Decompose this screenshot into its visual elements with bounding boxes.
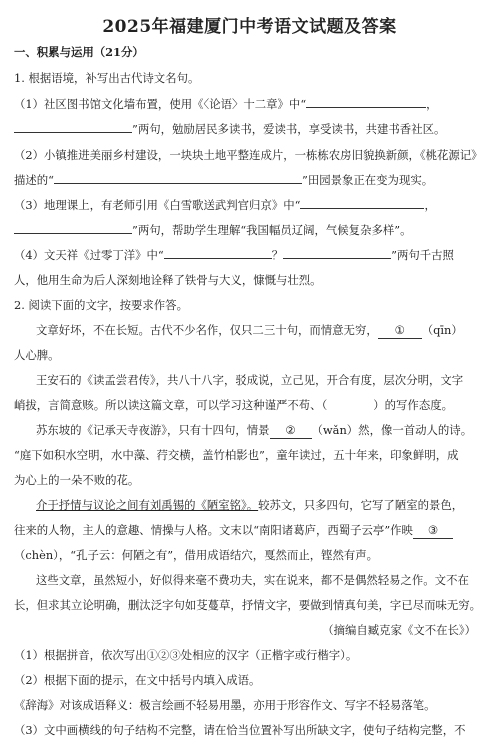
answer-blank[interactable] <box>283 247 391 259</box>
para2-text-c: ）的写作态度。 <box>373 398 453 412</box>
section-heading: 一、积累与运用（21分） <box>14 45 144 59</box>
blank-mark-3[interactable]: ③ <box>413 522 453 539</box>
passage-source: （摘编自臧克家《文不在长》） <box>322 623 476 637</box>
q1-item3-text-a: （3）地理课上，有老师引用《白雪歌送武判官归京》中“ <box>14 198 301 212</box>
passage-para3-line1 <box>36 422 486 439</box>
blank-mark-1[interactable]: ① <box>378 322 422 339</box>
q1-item3-line1 <box>14 197 486 213</box>
q1-item2-text-b: 描述的“ <box>14 173 54 187</box>
q2-stem: 2. 阅读下面的文字，按要求作答。 <box>14 298 188 312</box>
underlined-sentence: 介于抒情与议论之间有刘禹锡的《陋室铭》。 <box>36 498 259 512</box>
passage-para2-line2 <box>14 397 486 413</box>
passage-para5-line1: 这些文章，虽然短小，好似得来毫不费功夫，实在说来，都不是偶然轻易之作。文不在 <box>36 573 469 587</box>
para3-text-b: （wǎn）然，像一首动人的诗。 <box>311 423 473 437</box>
para2-text-b: 峭拔，言简意赅。所以读这篇文章，可以学习这种谨严不苟、（ <box>14 398 328 412</box>
answer-blank[interactable] <box>14 121 132 133</box>
passage-para1-line2: 人心脾。 <box>14 348 60 362</box>
q1-item1-text-c: ”两句，勉励居民多读书，爱读书，享受读书，共建书香社区。 <box>132 122 446 136</box>
passage-para4-line2 <box>14 522 486 539</box>
passage-para4-line3: （chèn），“孔子云：何陋之有”，借用成语结穴，戛然而止，铿然有声。 <box>14 548 379 562</box>
para1-pinyin: （qīn） <box>421 323 463 337</box>
q1-item4-line1 <box>14 247 486 263</box>
q2-sub2: （2）根据下面的提示，在文中括号内填入成语。 <box>14 673 261 687</box>
blank-mark-2[interactable]: ② <box>270 422 312 439</box>
q1-item3-line2 <box>14 222 486 238</box>
q2-hint: 《辞海》对该成语释义：极言绘画不轻易用墨，亦用于形容作文、写字不轻易落笔。 <box>14 698 436 712</box>
q1-item1-line2 <box>14 121 486 137</box>
answer-blank[interactable] <box>306 96 426 108</box>
q1-item2-text-c: ”田园景象正在变为现实。 <box>302 173 434 187</box>
q1-item1-text-b: ， <box>426 97 438 111</box>
q2-sub1: （1）根据拼音，依次写出①②③处相应的汉字（正楷字或行楷字）。 <box>14 648 358 662</box>
para4-text-a: 较苏文，只多四句，它写了陋室的景色， <box>258 498 464 512</box>
answer-blank[interactable] <box>14 222 132 234</box>
passage-para4-line1 <box>36 497 486 513</box>
q1-item3-text-b: ， <box>424 198 436 212</box>
para3-text-a: 苏东坡的《记承天寺夜游》，只有十四句，情景 <box>36 423 270 437</box>
passage-para3-line3: 为心上的一朵不败的花。 <box>14 473 140 487</box>
q1-item1-text-a: （1）社区图书馆文化墙布置，使用《〈论语〉十二章》中“ <box>14 97 307 111</box>
q1-item4-text-b: ？ <box>271 248 284 262</box>
passage-para3-line2: “庭下如积水空明，水中藻、荇交横，盖竹柏影也”，童年读过，五十年来，印象鲜明，成 <box>14 448 459 462</box>
answer-blank[interactable] <box>300 197 424 209</box>
passage-para1-line1 <box>36 322 486 339</box>
para4-text-b: 往来的人物，主人的意趣、情操与人格。文末以“南阳诸葛庐，西蜀子云亭”作映 <box>14 523 413 537</box>
q1-item4-text-c: ”两句千古照 <box>391 248 454 262</box>
q1-item1-line1 <box>14 96 486 112</box>
q1-stem: 1. 根据语境，补写出古代诗文名句。 <box>14 71 200 85</box>
para1-text-a: 文章好坏，不在长短。古代不少名作，仅只二三十句，而情意无穷， <box>36 323 378 337</box>
passage-para2-line1: 王安石的《读孟尝君传》，共八十八字，驳成说，立己见，开合有度，层次分明，文字 <box>36 373 464 387</box>
page-title: 2025年福建厦门中考语文试题及答案 <box>102 17 397 37</box>
answer-blank[interactable] <box>54 172 302 184</box>
q2-sub3: （3）文中画横线的句子结构不完整，请在恰当位置补写出所缺文字，使句子结构完整，不 <box>14 723 466 737</box>
q1-item2-line1: （2）小镇推进美丽乡村建设，一块块土地平整连成片，一栋栋农房旧貌换新颜，《桃花源记》 <box>14 148 483 162</box>
q1-item4-text-a: （4）文天祥《过零丁洋》中“ <box>14 248 164 262</box>
answer-blank[interactable] <box>164 247 272 259</box>
passage-para5-line2: 长，但求其立论明确，删汰泛字句如芟蔓草，抒情文字，要做到情真句美，字已尽而味无穷。 <box>14 598 482 612</box>
q1-item3-text-c: ”两句，帮助学生理解“我国幅员辽阔，气候复杂多样”。 <box>132 223 412 237</box>
q1-item2-line2 <box>14 172 486 188</box>
q1-item4-line2: 人，他用生命为后人深刻地诠释了铁骨与大义，慷慨与壮烈。 <box>14 273 322 287</box>
